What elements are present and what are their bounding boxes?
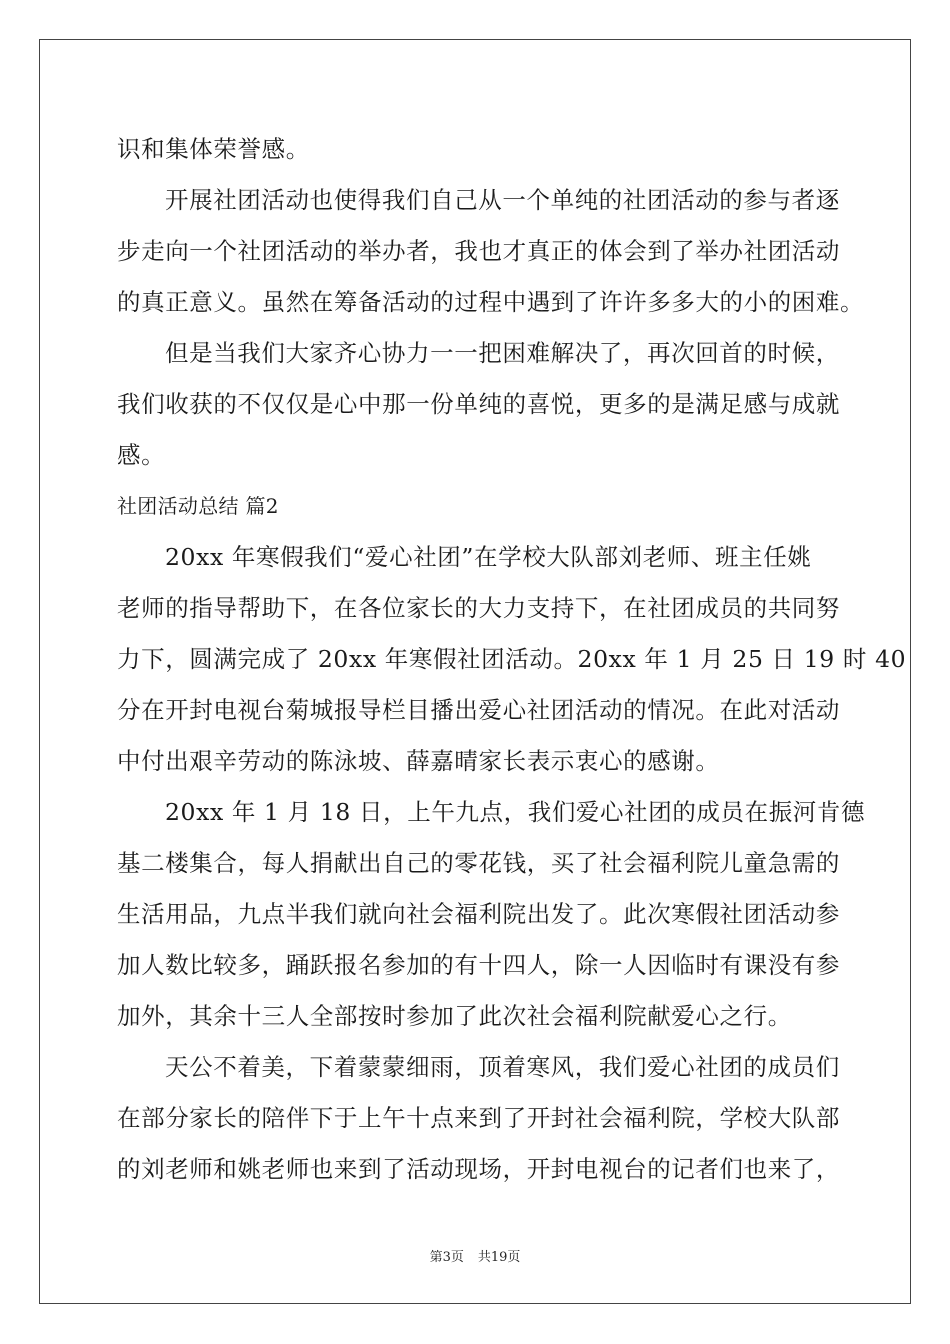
text-line: 的真正意义。虽然在筹备活动的过程中遇到了许许多多大的小的困难。 [117,288,865,316]
text-line: 加人数比较多，踊跃报名参加的有十四人，除一人因临时有课没有参 [117,951,840,979]
text-line: 20xx 年 1 月 18 日，上午九点，我们爱心社团的成员在振河肯德 [165,798,866,826]
text-line: 我们收获的不仅仅是心中那一份单纯的喜悦，更多的是满足感与成就 [117,390,840,418]
text-line: 的刘老师和姚老师也来到了活动现场，开封电视台的记者们也来了， [117,1155,840,1183]
text-line: 在部分家长的陪伴下于上午十点来到了开封社会福利院，学校大队部 [117,1104,840,1132]
text-line: 老师的指导帮助下，在各位家长的大力支持下，在社团成员的共同努 [117,594,840,622]
text-line: 感。 [117,441,166,469]
text-line: 力下，圆满完成了 20xx 年寒假社团活动。20xx 年 1 月 25 日 19 时 40 [117,645,907,673]
text-line: 识和集体荣誉感。 [117,135,310,163]
text-line: 生活用品，九点半我们就向社会福利院出发了。此次寒假社团活动参 [117,900,840,928]
text-line: 基二楼集合，每人捐献出自己的零花钱，买了社会福利院儿童急需的 [117,849,840,877]
text-line: 中付出艰辛劳动的陈泳坡、薛嘉晴家长表示衷心的感谢。 [117,747,720,775]
text-line: 加外，其余十三人全部按时参加了此次社会福利院献爱心之行。 [117,1002,792,1030]
page-footer [0,1246,950,1265]
text-line: 20xx 年寒假我们“爱心社团”在学校大队部刘老师、班主任姚 [165,543,812,571]
section-heading: 社团活动总结 篇2 [117,494,279,518]
total-pages: 共19页 [477,1250,521,1265]
page-number: 第3页 [429,1250,464,1265]
text-line: 步走向一个社团活动的举办者，我也才真正的体会到了举办社团活动 [117,237,840,265]
text-line: 开展社团活动也使得我们自己从一个单纯的社团活动的参与者逐 [165,186,840,214]
text-line: 分在开封电视台菊城报导栏目播出爱心社团活动的情况。在此对活动 [117,696,840,724]
text-line: 但是当我们大家齐心协力一一把困难解决了，再次回首的时候， [165,339,840,367]
document-body [117,124,907,1195]
text-line: 天公不着美，下着蒙蒙细雨，顶着寒风，我们爱心社团的成员们 [165,1053,840,1081]
